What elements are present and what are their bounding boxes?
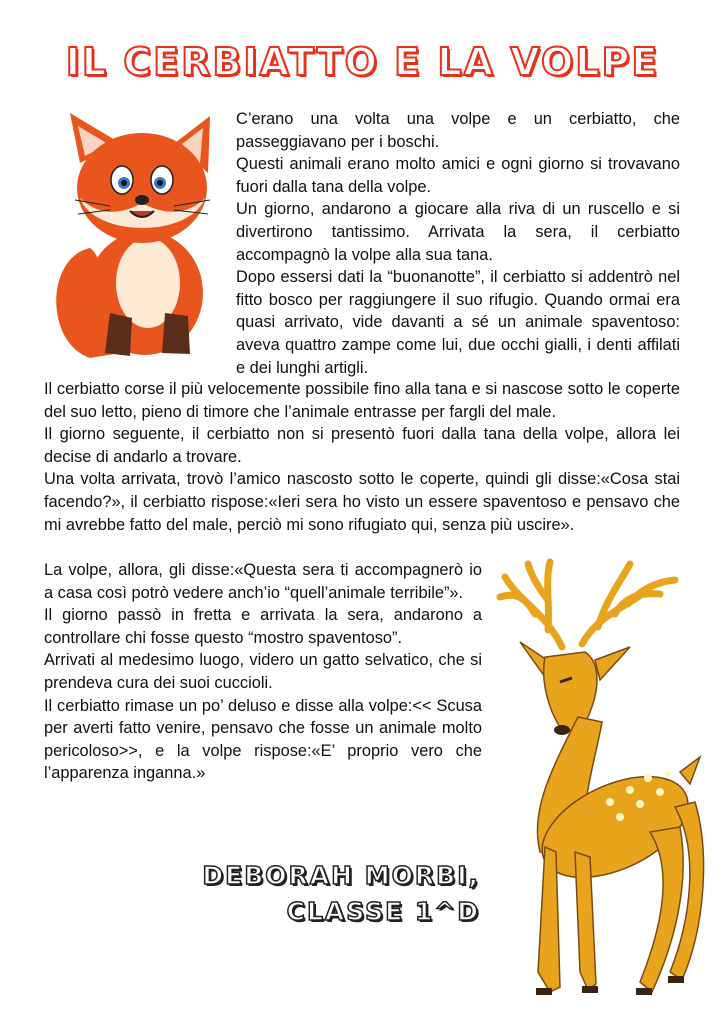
story-line: Questi animali erano molto amici e ogni giorno si trovavano fuori dalla tana della volpe. xyxy=(236,155,680,196)
author-name: DEBORAH MORBI, xyxy=(202,861,480,890)
story-line: Il cerbiatto rimase un po’ deluso e disse alla volpe:<< Scusa per averti fatto venire, pensavo che fosse un animale molto pericoloso>>, e la volpe rispose:«E’ proprio vero che l’apparenza inganna.» xyxy=(44,696,482,783)
story-line: Dopo essersi dati la “buonanotte”, il cerbiatto si addentrò nel fitto bosco per raggiungere il suo rifugio. Quando ormai era quasi arrivato, vide davanti a sé un animale spaventoso: aveva quattro zampe come lui, due occhi gialli, i denti affilati e dei lunghi artigli. xyxy=(236,268,680,377)
story-line: C’erano una volta una volpe e un cerbiatto, che passeggiavano per i boschi. xyxy=(236,110,680,151)
story-line: Una volta arrivata, trovò l’amico nascosto sotto le coperte, quindi gli disse:«Cosa stai facendo?», il cerbiatto rispose:«Ieri sera ho visto un essere spaventoso e pensavo che mi avrebbe fatto del male, perciò mi sono rifugiato qui, senza più uscire». xyxy=(44,470,680,534)
story-line: Il giorno passò in fretta e arrivata la sera, andarono a controllare chi fosse questo “mostro spaventoso”. xyxy=(44,606,482,647)
story-line: Un giorno, andarono a giocare alla riva di un ruscello e si divertirono tantissimo. Arrivata la sera, il cerbiatto accompagnò la volpe alla sua tana. xyxy=(236,200,680,264)
story-paragraph-top xyxy=(236,108,680,379)
author-class: CLASSE 1^D xyxy=(286,897,480,926)
fox-leg-right xyxy=(162,313,190,354)
page-title: IL CERBIATTO E LA VOLPE xyxy=(65,40,660,84)
story-line: Il cerbiatto corse il più velocemente possibile fino alla tana e si nascose sotto le coperte del suo letto, pieno di timore che l’animale entrasse per fargli del male. xyxy=(44,380,680,421)
deer-antlers xyxy=(500,562,675,647)
fox-illustration xyxy=(50,108,220,363)
deer-illustration xyxy=(490,552,710,1012)
story-line: Arrivati al medesimo luogo, videro un gatto selvatico, che si prendeva cura dei suoi cuccioli. xyxy=(44,651,482,692)
story-paragraph-middle xyxy=(44,378,680,536)
story-line: Il giorno seguente, il cerbiatto non si presentò fuori dalla tana della volpe, allora lei decise di andarlo a trovare. xyxy=(44,425,680,466)
deer-ear-right xyxy=(595,647,630,680)
story-line: La volpe, allora, gli disse:«Questa sera ti accompagnerò io a casa così potrò vedere anch’io “quell’animale terribile”». xyxy=(44,561,482,602)
deer-leg-front xyxy=(538,847,560,992)
author-signature xyxy=(202,858,480,930)
story-paragraph-lower xyxy=(44,559,482,785)
fox-nose xyxy=(135,195,149,205)
